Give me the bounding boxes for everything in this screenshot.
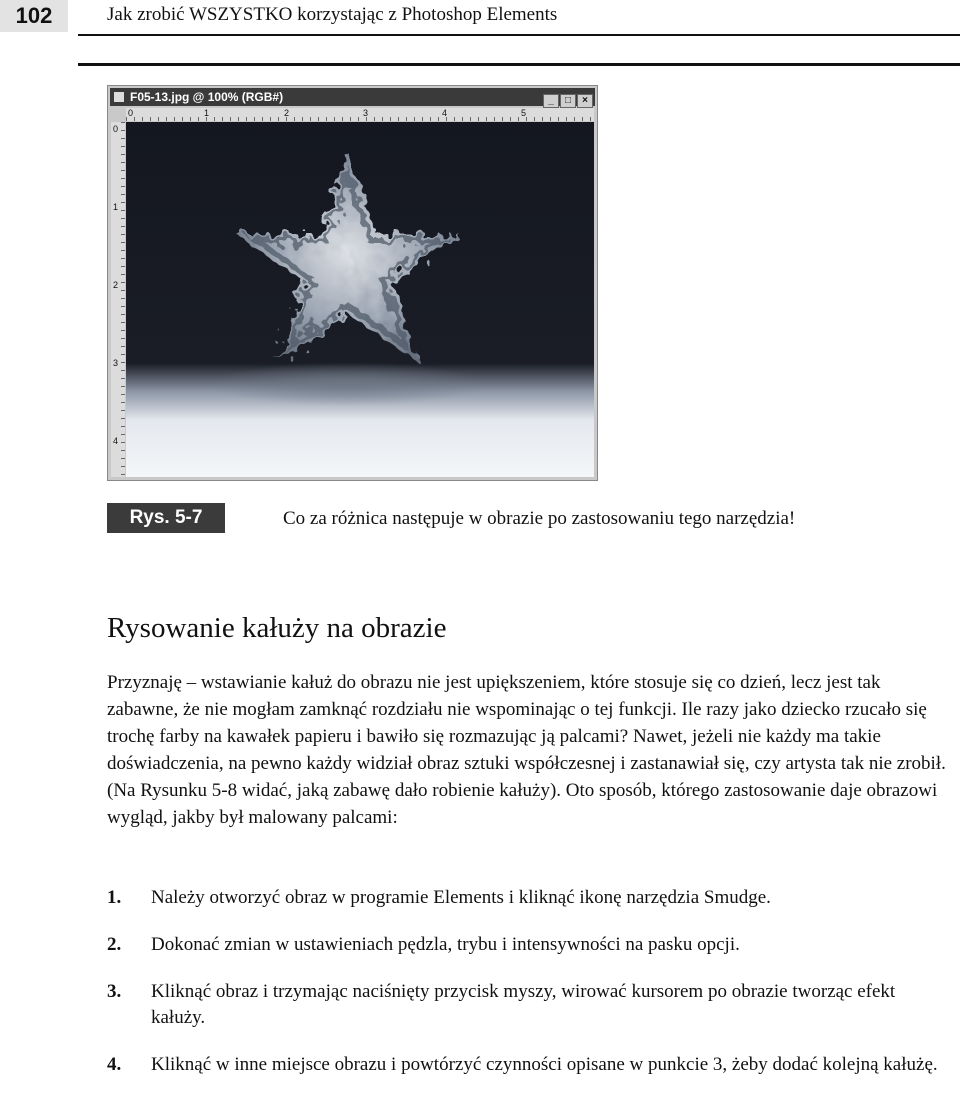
star-shape <box>236 152 460 362</box>
ruler-label: 5 <box>521 108 527 118</box>
step-text: Należy otworzyć obraz w programie Elements i kliknąć ikonę narzędzia Smudge. <box>151 887 771 908</box>
step-number: 3. <box>107 981 122 1002</box>
ruler-label: 3 <box>113 358 119 368</box>
ruler-label: 0 <box>128 108 134 118</box>
close-button[interactable]: × <box>577 94 593 108</box>
ruler-label: 4 <box>442 108 448 118</box>
page-number: 102 <box>0 0 68 32</box>
step-text: Kliknąć w inne miejsce obrazu i powtórzyć czynności opisane w punkcie 3, żeby dodać kolejną kałużę. <box>151 1054 938 1075</box>
header-rule <box>78 34 960 36</box>
section-heading: Rysowanie kałuży na obrazie <box>107 612 447 644</box>
list-item <box>107 1052 947 1078</box>
horizontal-ruler <box>126 108 594 121</box>
step-text: Kliknąć obraz i trzymając naciśnięty przycisk myszy, wirować kursorem po obrazie tworząc efekt kałuży. <box>151 981 896 1028</box>
header-rule-thick <box>78 63 960 66</box>
ruler-label: 4 <box>113 436 119 446</box>
figure-caption: Co za różnica następuje w obrazie po zastosowaniu tego narzędzia! <box>283 508 796 529</box>
list-item <box>107 885 947 911</box>
ruler-label: 3 <box>363 108 369 118</box>
image-canvas[interactable] <box>126 122 594 477</box>
body-paragraph: Przyznaję – wstawianie kałuż do obrazu nie jest upiększeniem, które stosuje się co dzień, lecz jest tak zabawne, że nie mogłam zamknąć rozdziału nie wspominając o tej funkcji. Ile razy jako dziecko rzucało się trochę farby na kawałek papieru i bawiło się rozmazując ją palcami? Nawet, jeżeli nie każdy ma takie doświadczenia, na pewno każdy widział obraz sztuki współczesnej i zastanawiał się, czy artysta tak nie zrobił. (Na Rysunku 5-8 widać, jaką zabawę dało robienie kałuży). Oto sposób, którego zastosowanie daje obrazowi wygląd, jakby był malowany palcami: <box>107 672 946 828</box>
step-text: Dokonać zmian w ustawieniach pędzla, trybu i intensywności na pasku opcji. <box>151 934 740 955</box>
step-number: 1. <box>107 887 122 908</box>
star-shadow <box>208 362 488 406</box>
step-number: 2. <box>107 934 122 955</box>
ruler-label: 0 <box>113 124 119 134</box>
ruler-label: 2 <box>113 280 119 290</box>
ruler-label: 1 <box>113 202 119 212</box>
vertical-ruler <box>111 122 125 477</box>
maximize-button[interactable]: □ <box>560 94 576 108</box>
step-number: 4. <box>107 1054 122 1075</box>
window-titlebar <box>110 88 595 106</box>
running-title: Jak zrobić WSZYSTKO korzystając z Photoshop Elements <box>107 4 558 25</box>
document-icon <box>114 92 124 102</box>
figure-label: Rys. 5-7 <box>107 503 225 533</box>
ruler-label: 2 <box>284 108 290 118</box>
steps-list <box>107 885 947 1099</box>
minimize-button[interactable]: _ <box>543 94 559 108</box>
list-item <box>107 979 947 1031</box>
window-title: F05-13.jpg @ 100% (RGB#) <box>130 90 284 104</box>
figure-screenshot-window <box>107 85 598 481</box>
list-item <box>107 932 947 958</box>
ruler-label: 1 <box>204 108 210 118</box>
smudged-star-image <box>126 122 594 477</box>
